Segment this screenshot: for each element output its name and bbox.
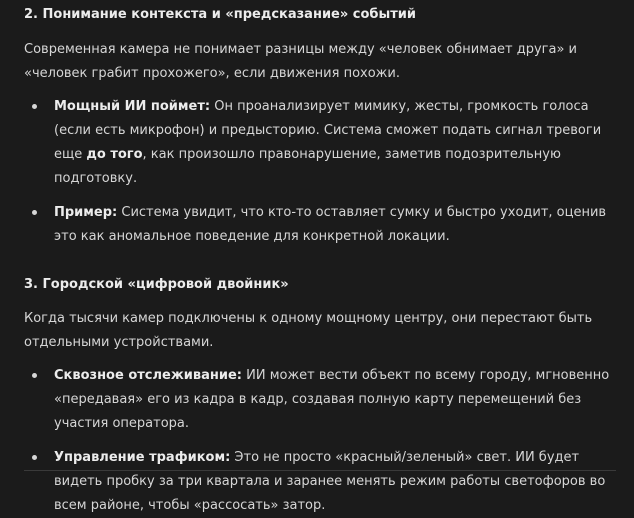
section-divider (24, 470, 616, 471)
item-label: Сквозное отслеживание: (54, 368, 242, 383)
list-item (24, 446, 626, 518)
bullet-icon (32, 104, 37, 109)
list-item (24, 201, 626, 249)
item-label: Мощный ИИ поймет: (54, 99, 211, 114)
list-item (24, 95, 626, 191)
item-text: ИИ может вести объект по всему городу, мгновенно «передавая» его из кадра в кадр, создавая полную карту перемещений без участия оператора. (54, 368, 610, 431)
bullet-icon (32, 455, 37, 460)
section-heading-context: 2. Понимание контекста и «предсказание» событий (24, 7, 417, 22)
item-text: Он проанализирует мимику, жесты, громкость голоса (если есть микрофон) и предысторию. Система сможет подать сигнал тревоги еще (54, 99, 602, 162)
bullet-list-digital-twin (24, 364, 626, 518)
section-heading-digital-twin: 3. Городской «цифровой двойник» (24, 277, 289, 292)
bullet-icon (32, 373, 37, 378)
section-intro-context: Современная камера не понимает разницы между «человек обнимает друга» и «человек грабит прохожего», если движения похожи. (24, 42, 578, 81)
item-label: Пример: (54, 205, 118, 220)
item-label: Управление трафиком: (54, 450, 231, 465)
bullet-icon (32, 210, 37, 215)
item-text: Система увидит, что кто-то оставляет сумку и быстро уходит, оценив это как аномальное поведение для конкретной локации. (54, 205, 607, 244)
item-emphasis: до того (86, 147, 143, 162)
list-item (24, 364, 626, 436)
section-intro-digital-twin: Когда тысячи камер подключены к одному мощному центру, они перестают быть отдельными устройствами. (24, 311, 593, 350)
item-text: Это не просто «красный/зеленый» свет. ИИ будет видеть пробку за три квартала и заранее менять режим работы светофоров во всем районе, чтобы «рассосать» затор. (54, 450, 606, 513)
item-text-continued: , как произошло правонарушение, заметив подозрительную подготовку. (54, 147, 561, 186)
bullet-list-context (24, 95, 626, 249)
